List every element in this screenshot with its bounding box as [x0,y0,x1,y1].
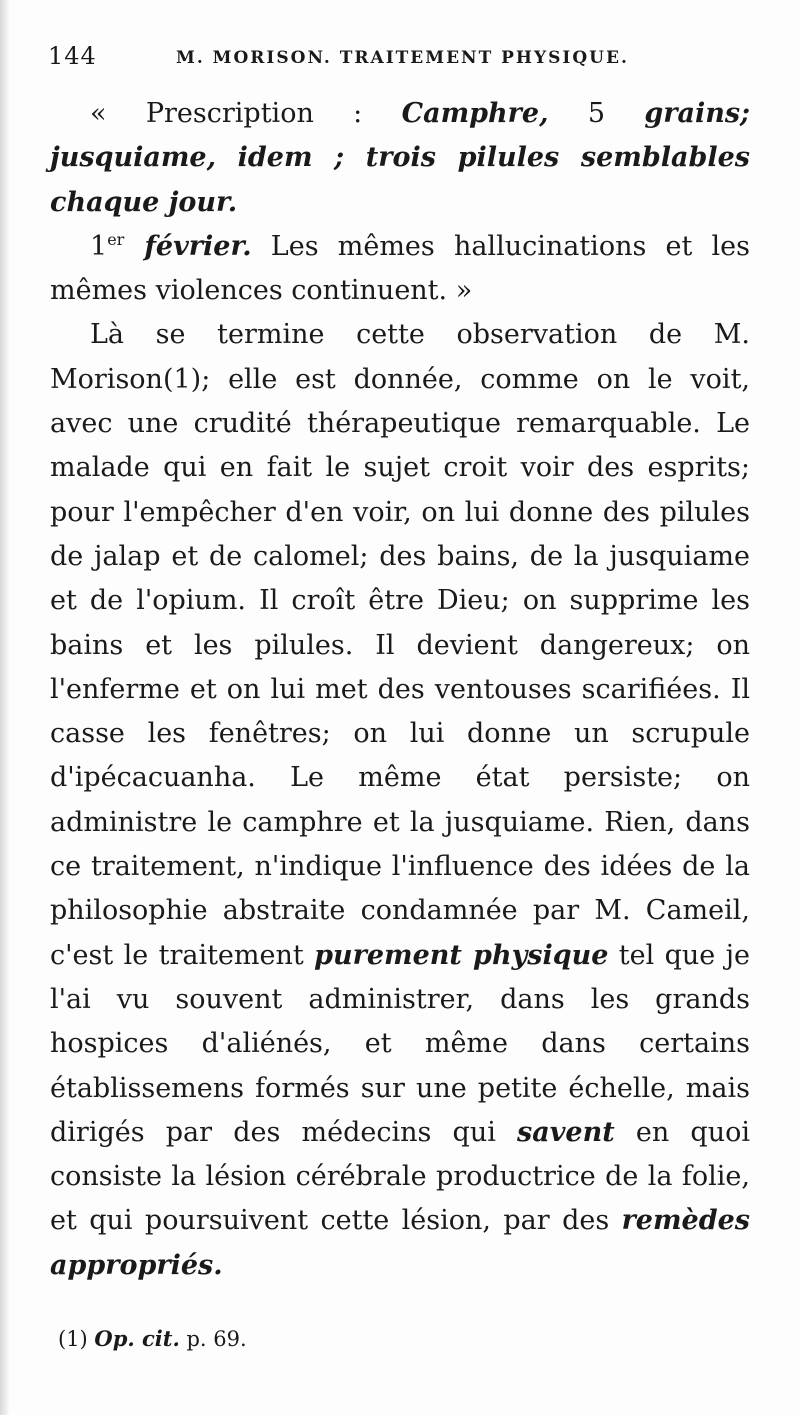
commentary-italic-1: purement physique [314,939,609,971]
page-header [48,42,748,82]
footnote [58,1326,738,1351]
prescription-dose: 5 [548,98,645,129]
date-month: février. [124,230,252,262]
prescription-italic-2: grains; jusquiame, idem ; trois pilules semblables chaque jour. [50,98,750,218]
page-number: 144 [48,42,97,70]
footnote-page: p. 69. [179,1327,247,1351]
paragraph-prescription [50,92,750,225]
running-head: M. MORISON. TRAITEMENT PHYSIQUE. [176,48,629,68]
body-text [50,92,750,1288]
commentary-text-3: en quoi consiste la lésion cérébrale productrice de la folie, et qui poursuivent cette lésion, par des [50,1116,750,1237]
commentary-italic-2: savent [517,1116,615,1148]
commentary-text-1: Là se termine cette observation de M. Morison(1); elle est donnée, comme on le voit, avec une crudité thérapeutique remarquable. Le malade qui en fait le sujet croit voir des esprits; pour l'empêcher d'en voir, on lui donne des pilules de jalap et de calomel; des bains, de la jusquiame et de l'opium. Il croît être Dieu; on supprime les bains et les pilules. Il devient dangereux; on l'enferme et on lui met des ventouses scarifiées. Il casse les fenêtres; on lui donne un scrupule d'ipécacuanha. Le même état persiste; on administre le camphre et la jusquiame. Rien, dans ce traitement, n'indique l'influence des idées de la philosophie abstraite condamnée par M. Cameil, c'est le traitement [50,319,750,971]
date-number: 1 [90,230,108,262]
page-edge-shadow [0,0,10,1415]
prescription-prefix: « Prescription : [90,98,402,129]
footnote-marker: (1) [58,1327,95,1351]
february-text: Les mêmes hallucinations et les mêmes violences continuent. » [50,230,750,307]
commentary-italic-3: remèdes appropriés. [50,1205,750,1281]
paragraph-commentary [50,313,750,1288]
prescription-italic-1: Camphre, [401,98,549,129]
commentary-text-2: tel que je l'ai vu souvent administrer, dans les grands hospices d'aliénés, et même dans certains établissemens formés sur une petite échelle, mais dirigés par des médecins qui [50,939,750,1148]
date-ordinal: er [107,229,125,249]
footnote-citation: Op. cit. [94,1326,180,1351]
paragraph-february [50,225,750,314]
